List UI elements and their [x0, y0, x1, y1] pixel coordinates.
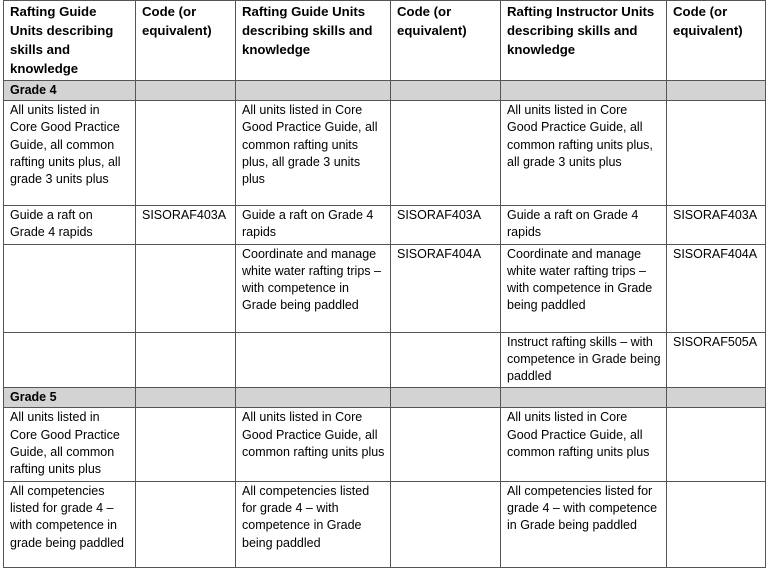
- header-row: [4, 1, 766, 81]
- header-code-3: Code (or equivalent): [667, 1, 766, 81]
- table-cell: [136, 481, 236, 567]
- table-cell: All units listed in Core Good Practice Guide, all common rafting units plus: [4, 408, 136, 481]
- table-cell: SISORAF505A: [667, 332, 766, 388]
- grade-5-heading-row: [4, 388, 766, 408]
- table-cell: SISORAF404A: [391, 244, 501, 332]
- table-cell: All competencies listed for grade 4 – with competence in Grade being paddled: [236, 481, 391, 567]
- table-cell: Guide a raft on Grade 4 rapids: [4, 206, 136, 245]
- table-cell: All units listed in Core Good Practice Guide, all common rafting units plus, all grade 3 units plus: [4, 101, 136, 206]
- table-cell: Guide a raft on Grade 4 rapids: [236, 206, 391, 245]
- table-cell: SISORAF403A: [667, 206, 766, 245]
- table-cell: Guide a raft on Grade 4 rapids: [501, 206, 667, 245]
- table-cell: All units listed in Core Good Practice Guide, all common rafting units plus: [501, 408, 667, 481]
- rafting-units-table: [3, 0, 766, 568]
- table-cell: All units listed in Core Good Practice Guide, all common rafting units plus: [236, 408, 391, 481]
- table-row: [4, 332, 766, 388]
- header-code-1: Code (or equivalent): [136, 1, 236, 81]
- table-cell: Coordinate and manage white water rafting trips – with competence in Grade being paddled: [236, 244, 391, 332]
- table-row: [4, 408, 766, 481]
- table-cell: All competencies listed for grade 4 – with competence in Grade being paddled: [501, 481, 667, 567]
- header-code-2: Code (or equivalent): [391, 1, 501, 81]
- table-row: [4, 101, 766, 206]
- table-cell: SISORAF404A: [667, 244, 766, 332]
- table-row: [4, 481, 766, 567]
- header-guide-units-1: Rafting Guide Units describing skills and knowledge: [4, 1, 136, 81]
- table-cell: [391, 101, 501, 206]
- table-cell: [136, 244, 236, 332]
- table-cell: [4, 244, 136, 332]
- table-cell: SISORAF403A: [391, 206, 501, 245]
- table-cell: SISORAF403A: [136, 206, 236, 245]
- table-cell: [136, 101, 236, 206]
- table-cell: All units listed in Core Good Practice Guide, all common rafting units plus, all grade 3 units plus: [501, 101, 667, 206]
- table-cell: [391, 332, 501, 388]
- table-cell: [136, 332, 236, 388]
- table-cell: [391, 408, 501, 481]
- table-cell: [236, 332, 391, 388]
- table-cell: [136, 408, 236, 481]
- table-cell: [667, 101, 766, 206]
- table-row: [4, 206, 766, 245]
- grade-4-heading-row: [4, 81, 766, 101]
- table-cell: Instruct rafting skills – with competence in Grade being paddled: [501, 332, 667, 388]
- table-cell: All units listed in Core Good Practice Guide, all common rafting units plus, all grade 3 units plus: [236, 101, 391, 206]
- header-guide-units-2: Rafting Guide Units describing skills and knowledge: [236, 1, 391, 81]
- grade-4-label: Grade 4: [4, 81, 136, 101]
- table-cell: [391, 481, 501, 567]
- table-cell: [667, 481, 766, 567]
- table-cell: Coordinate and manage white water rafting trips – with competence in Grade being paddled: [501, 244, 667, 332]
- table-cell: All competencies listed for grade 4 – with competence in grade being paddled: [4, 481, 136, 567]
- header-instructor-units: Rafting Instructor Units describing skills and knowledge: [501, 1, 667, 81]
- grade-5-label: Grade 5: [4, 388, 136, 408]
- table-row: [4, 244, 766, 332]
- table-cell: [4, 332, 136, 388]
- table-cell: [667, 408, 766, 481]
